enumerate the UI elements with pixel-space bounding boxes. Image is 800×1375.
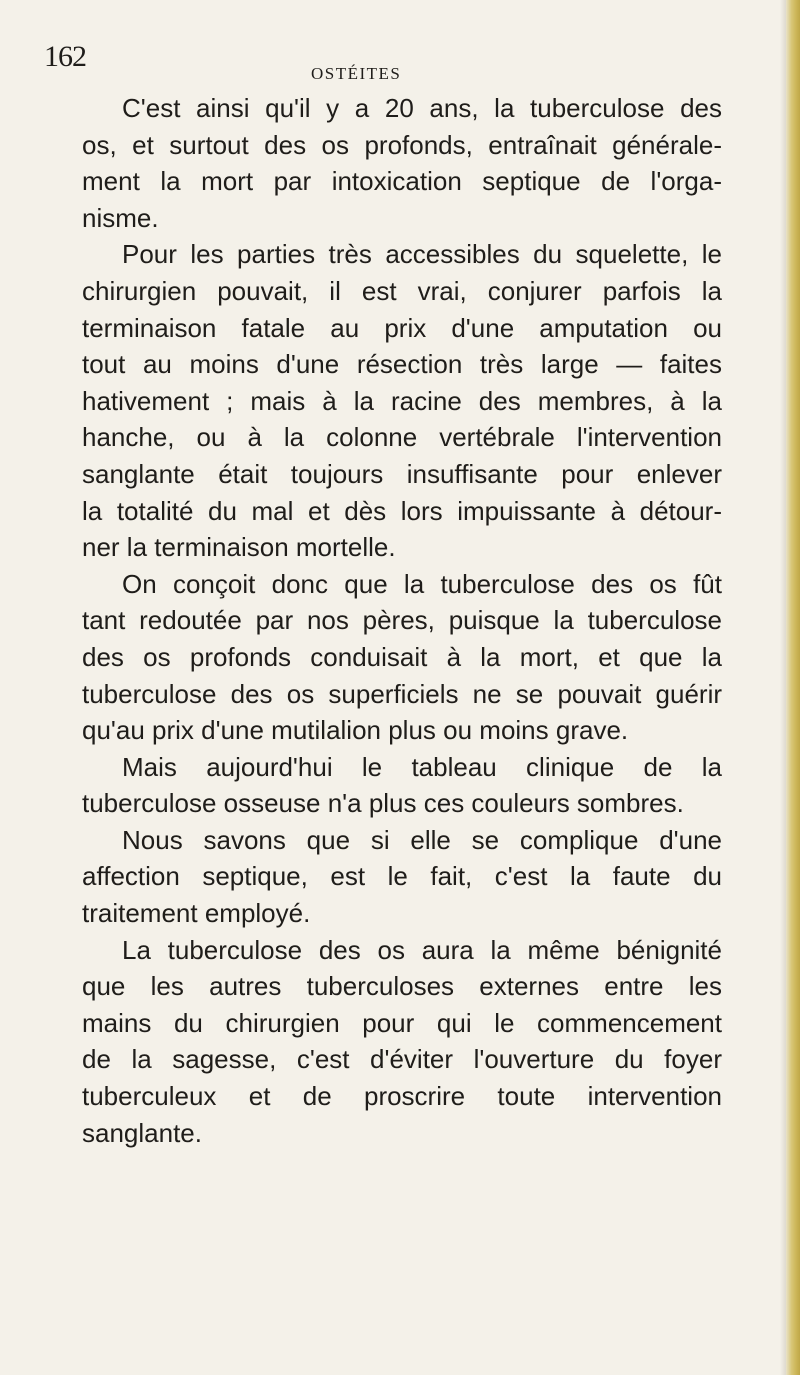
text-line: hanche, ou à la colonne vertébrale l'intervention <box>82 422 722 453</box>
text-line: C'est ainsi qu'il y a 20 ans, la tuberculose des <box>122 93 722 123</box>
text-line: tout au moins d'une résection très large — faites <box>82 349 722 380</box>
text-line: Nous savons que si elle se complique d'une <box>122 824 722 855</box>
text-line: La tuberculose des os aura la même bénignité <box>122 934 722 965</box>
text-line: tuberculose osseuse n'a plus ces couleurs sombres. <box>82 788 684 819</box>
text-line: affection septique, est le fait, c'est la faute du <box>82 861 722 892</box>
text-line: chirurgien pouvait, il est vrai, conjurer parfois la <box>82 275 722 306</box>
text-line: os, et surtout des os profonds, entraînait générale- <box>82 129 722 160</box>
text-line: ner la terminaison mortelle. <box>82 532 396 563</box>
text-line: Pour les parties très accessibles du squelette, le <box>122 239 722 270</box>
text-line: qu'au prix d'une mutilalion plus ou moins grave. <box>82 715 629 746</box>
text-line: tuberculose des os superficiels ne se pouvait guérir <box>82 678 722 709</box>
page-number: 162 <box>44 40 86 73</box>
text-line: que les autres tuberculoses externes entre les <box>82 971 722 1002</box>
text-line: tuberculeux et de proscrire toute intervention <box>82 1081 722 1112</box>
page-edge <box>786 0 800 1375</box>
text-line: nisme. <box>82 202 159 233</box>
text-line: On conçoit donc que la tuberculose des os fût <box>122 568 722 599</box>
text-line: tant redoutée par nos pères, puisque la tuberculose <box>82 605 722 636</box>
text-line: terminaison fatale au prix d'une amputation ou <box>82 312 722 343</box>
text-line: traitement employé. <box>82 898 311 929</box>
body-text <box>82 90 722 1151</box>
text-line: Mais aujourd'hui le tableau clinique de la <box>122 751 722 782</box>
text-line: sanglante était toujours insuffisante pour enlever <box>82 458 722 489</box>
text-line: ment la mort par intoxication septique de l'orga- <box>82 166 722 197</box>
text-line: des os profonds conduisait à la mort, et que la <box>82 641 722 672</box>
text-line: sanglante. <box>82 1117 202 1148</box>
text-line: de la sagesse, c'est d'éviter l'ouverture du foyer <box>82 1044 722 1075</box>
text-line: mains du chirurgien pour qui le commencement <box>82 1007 722 1038</box>
text-line: hativement ; mais à la racine des membres, à la <box>82 385 722 416</box>
running-title: OSTÉITES <box>311 64 402 83</box>
text-line: la totalité du mal et dès lors impuissante à détour- <box>82 495 722 526</box>
